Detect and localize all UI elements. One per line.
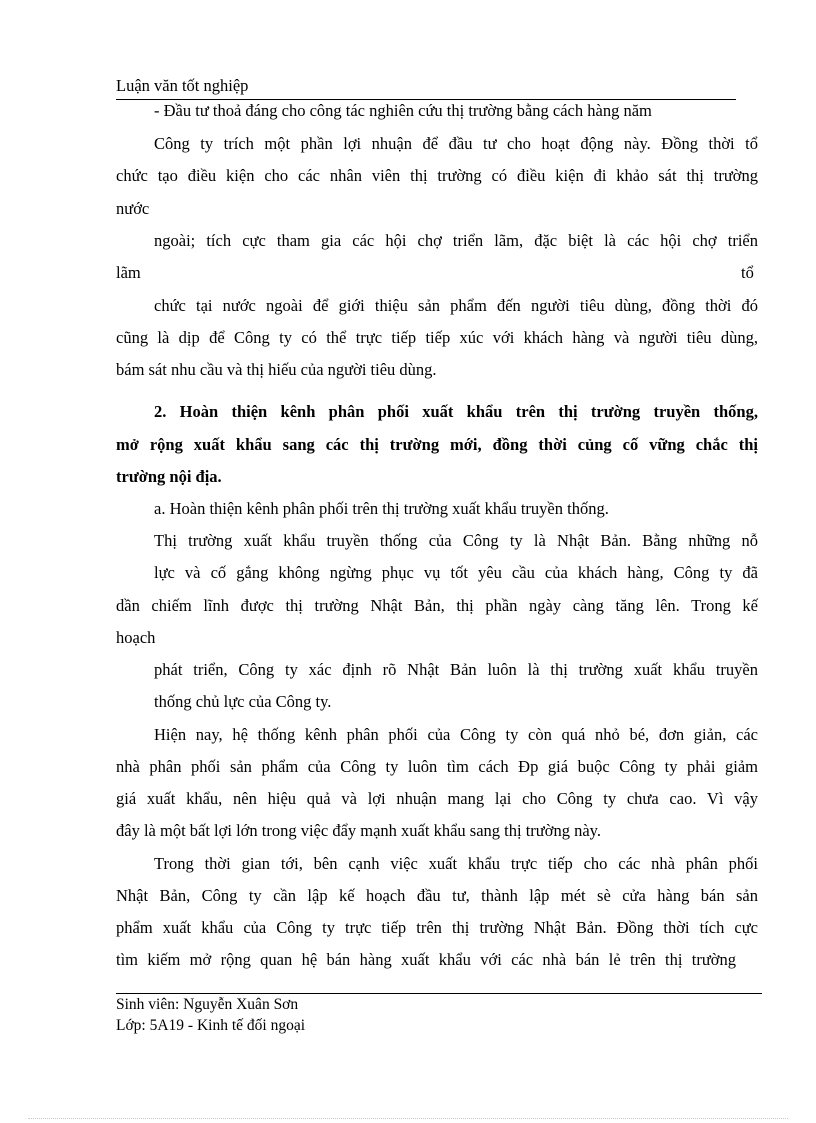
body-line: lực và cố gắng không ngừng phục vụ tốt yêu cầu của khách hàng, Công ty đã: [154, 563, 758, 582]
footer-divider: [116, 993, 762, 994]
footer-class: Lớp: 5A19 - Kinh tế đối ngoại: [116, 1017, 306, 1034]
body-line: phát triển, Công ty xác định rõ Nhật Bản luôn là thị trường xuất khẩu truyền: [154, 660, 758, 679]
section-heading-line: trường nội địa.: [116, 467, 222, 486]
subsection-heading: a. Hoàn thiện kênh phân phối trên thị trường xuất khẩu truyền thống.: [154, 499, 609, 518]
page-edge-divider: [28, 1118, 788, 1119]
body-line: - Đầu tư thoả đáng cho công tác nghiên cứu thị trường bằng cách hàng năm: [154, 101, 652, 120]
body-line: bám sát nhu cầu và thị hiếu của người tiêu dùng.: [116, 360, 437, 379]
body-line: lãm: [116, 263, 141, 282]
body-line: chức tại nước ngoài để giới thiệu sản phẩm đến người tiêu dùng, đồng thời đó: [154, 296, 758, 315]
body-line: Hiện nay, hệ thống kênh phân phối của Công ty còn quá nhỏ bé, đơn giản, các: [154, 725, 758, 744]
footer-student: Sinh viên: Nguyễn Xuân Sơn: [116, 996, 299, 1013]
section-heading-line: 2. Hoàn thiện kênh phân phối xuất khẩu trên thị trường truyền thống,: [154, 402, 758, 421]
body-line: Công ty trích một phần lợi nhuận để đầu tư cho hoạt động này. Đồng thời tổ: [154, 134, 758, 153]
body-line: thống chủ lực của Công ty.: [154, 692, 332, 711]
body-line: cũng là dịp để Công ty có thể trực tiếp tiếp xúc với khách hàng và người tiêu dùng,: [116, 328, 758, 347]
page-header-title: Luận văn tốt nghiệp: [116, 76, 249, 95]
body-line: Thị trường xuất khẩu truyền thống của Công ty là Nhật Bản. Bằng những nỗ: [154, 531, 758, 550]
body-line: chức tạo điều kiện cho các nhân viên thị trường có điều kiện đi khảo sát thị trường: [116, 166, 758, 185]
body-line: tổ: [741, 263, 754, 282]
body-line: Trong thời gian tới, bên cạnh việc xuất khẩu trực tiếp cho các nhà phân phối: [154, 854, 758, 873]
body-line: nước: [116, 199, 150, 218]
body-line: giá xuất khẩu, nên hiệu quả và lợi nhuận mang lại cho Công ty chưa cao. Vì vậy: [116, 789, 758, 808]
section-heading-line: mở rộng xuất khẩu sang các thị trường mới, đồng thời củng cố vững chắc thị: [116, 435, 758, 454]
body-line: tìm kiếm mở rộng quan hệ bán hàng xuất khẩu với các nhà bán lẻ trên thị trường: [116, 950, 736, 969]
body-line: Nhật Bản, Công ty cần lập kế hoạch đầu tư, thành lập mét sè cửa hàng bán sản: [116, 886, 758, 905]
header-divider: [116, 99, 736, 100]
body-line: phẩm xuất khẩu của Công ty trực tiếp trên thị trường Nhật Bản. Đồng thời tích cực: [116, 918, 758, 937]
body-line: dần chiếm lĩnh được thị trường Nhật Bản, thị phần ngày càng tăng lên. Trong kế: [116, 596, 758, 615]
body-line: ngoài; tích cực tham gia các hội chợ triển lãm, đặc biệt là các hội chợ triển: [154, 231, 758, 250]
body-line: đây là một bất lợi lớn trong việc đẩy mạnh xuất khẩu sang thị trường này.: [116, 821, 601, 840]
body-line: nhà phân phối sản phẩm của Công ty luôn tìm cách Ðp giá buộc Công ty phải giảm: [116, 757, 758, 776]
body-line: hoạch: [116, 628, 156, 647]
